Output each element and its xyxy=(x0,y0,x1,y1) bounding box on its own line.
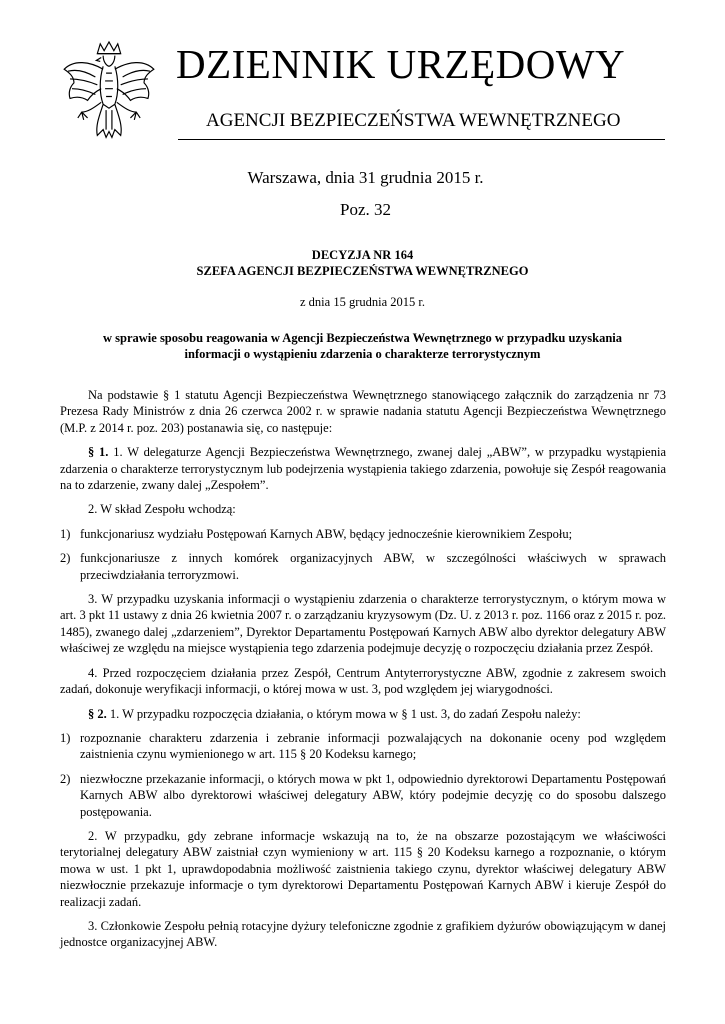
decision-issuer: SZEFA AGENCJI BEZPIECZEŃSTWA WEWNĘTRZNEGO xyxy=(196,264,529,278)
list-item-number: 1) xyxy=(60,730,71,745)
preamble-paragraph: Na podstawie § 1 statutu Agencji Bezpieczeństwa Wewnętrznego stanowiącego załącznik do zarządzenia nr 73 Prezesa Rady Ministrów z dnia 26 czerwca 2002 r. w sprawie nadania statutu Agencji Bezpieczeństwa Wewnętrznego (M.P. z 2014 r. poz. 203) postanawia się, co następuje: xyxy=(60,388,666,435)
header-divider xyxy=(178,139,665,140)
list-item-number: 1) xyxy=(60,526,71,541)
list-item-text: funkcjonariusze z innych komórek organizacyjnych ABW, w szczególności właściwych w sprawach przeciwdziałania terroryzmowi. xyxy=(80,551,666,582)
section-1-paragraph-4: 4. Przed rozpoczęciem działania przez Zespół, Centrum Antyterrorystyczne ABW, zgodnie z zakresem swoich zadań, dokonuje weryfikacji informacji, o której mowa w ust. 3, pod względem jej wiarygodności. xyxy=(60,665,666,697)
decision-subject-line-1: w sprawie sposobu reagowania w Agencji Bezpieczeństwa Wewnętrznego w przypadku uzyskania xyxy=(103,331,622,345)
decision-subject xyxy=(60,330,665,362)
list-item-text: rozpoznanie charakteru zdarzenia i zebranie informacji pozwalających na dokonanie oceny pod względem zaistnienia czynu wymienionego w art. 115 § 20 Kodeksu karnego; xyxy=(80,730,666,762)
section-2-paragraph-1 xyxy=(60,706,666,722)
decision-body xyxy=(60,387,666,959)
list-item-text: niezwłoczne przekazanie informacji, o których mowa w pkt 1, odpowiednio dyrektorowi Departamentu Postępowań Karnych ABW albo dyrektorowi właściwej delegatury ABW, który podejmie decyzję co do sposobu dalszego postępowania. xyxy=(80,771,666,819)
list-item xyxy=(60,550,666,583)
journal-title: DZIENNIK URZĘDOWY xyxy=(176,41,626,87)
section-1-paragraph-2: 2. W skład Zespołu wchodzą: xyxy=(88,502,236,517)
decision-date: z dnia 15 grudnia 2015 r. xyxy=(300,295,425,309)
section-2-paragraph-1-text: 1. W przypadku rozpoczęcia działania, o którym mowa w § 1 ust. 3, do zadań Zespołu należy: xyxy=(106,706,581,721)
decision-heading xyxy=(60,247,665,279)
issue-position: Poz. 32 xyxy=(340,200,391,219)
list-item-text: funkcjonariusz wydziału Postępowań Karnych ABW, będący jednocześnie kierownikiem Zespołu; xyxy=(80,526,573,541)
decision-subject-line-2: informacji o wystąpieniu zdarzenia o charakterze terrorystycznym xyxy=(184,347,541,361)
journal-subtitle: AGENCJI BEZPIECZEŃSTWA WEWNĘTRZNEGO xyxy=(206,110,621,131)
section-1-paragraph-1-text: 1. W delegaturze Agencji Bezpieczeństwa Wewnętrznego, zwanej dalej „ABW”, w przypadku wystąpienia zdarzenia o charakterze terrorystycznym lub podejrzenia wystąpienia takiego zdarzenia, powołuje się Zespół reagowania na to zdarzenie, zwany dalej „Zespołem”. xyxy=(60,445,666,493)
polish-eagle-emblem-icon xyxy=(60,40,158,152)
list-item-number: 2) xyxy=(60,551,71,566)
list-item xyxy=(60,771,666,820)
section-2-paragraph-2: 2. W przypadku, gdy zebrane informacje wskazują na to, że na obszarze pozostającym we właściwości terytorialnej delegatury ABW zaistniał czyn wymieniony w art. 115 § 20 Kodeksu karnego a rozpoznanie, o którym mowa w ust. 1 pkt 1, uprawdopodabnia możliwość zaistnienia takiego czynu, dyrektor właściwej delegatury ABW niezwłocznie przekazuje informacje o tym dyrektorowi Departamentu Postępowań Karnych ABW i kieruje Zespół do realizacji zadań. xyxy=(60,828,666,909)
section-1-paragraph-1 xyxy=(60,444,666,493)
section-2-marker: § 2. xyxy=(88,706,107,721)
section-1-marker: § 1. xyxy=(88,445,109,460)
decision-number: DECYZJA NR 164 xyxy=(311,248,414,262)
section-1-paragraph-3: 3. W przypadku uzyskania informacji o wystąpieniu zdarzenia o charakterze terrorystycznym, o którym mowa w art. 3 pkt 11 ustawy z dnia 26 kwietnia 2007 r. o zarządzaniu kryzysowym (Dz. U. z 2013 r. poz. 1166 oraz z 2015 r. poz. 1485), zwanego dalej „zdarzeniem”, Dyrektor Departamentu Postępowań Karnych ABW albo dyrektor delegatury ABW właściwej ze względu na miejsce wystąpienia tego zdarzenia podejmuje decyzję o rozpoczęciu działania przez Zespół. xyxy=(60,592,666,656)
list-item xyxy=(60,526,666,542)
issue-dateline: Warszawa, dnia 31 grudnia 2015 r. xyxy=(247,168,484,187)
section-2-paragraph-3: 3. Członkowie Zespołu pełnią rotacyjne dyżury telefoniczne zgodnie z grafikiem dyżurów obowiązującym w danej jednostce organizacyjnej ABW. xyxy=(60,918,666,950)
list-item-number: 2) xyxy=(60,771,71,786)
list-item xyxy=(60,730,666,763)
